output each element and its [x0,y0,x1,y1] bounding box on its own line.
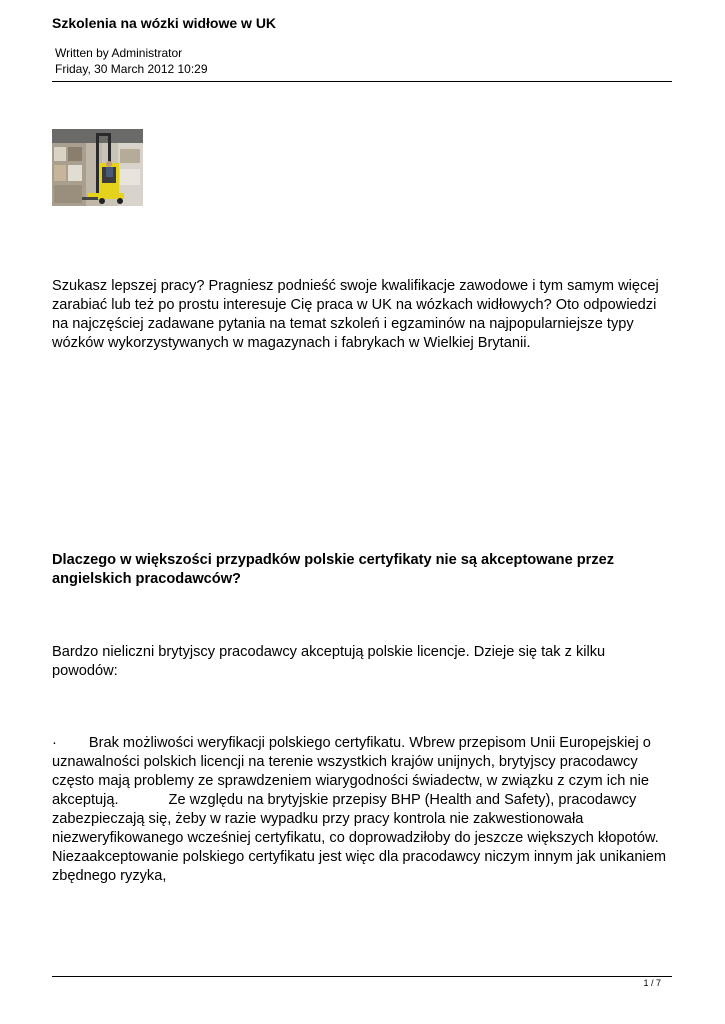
bullet-item [52,734,672,886]
header-divider [52,81,672,82]
intro-paragraph: Szukasz lepszej pracy? Pragniesz podnieść swoje kwalifikacje zawodowe i tym samym więcej zarabiać lub też po prostu interesuje Cię praca w UK na wózkach widłowych? Oto odpowiedzi na najczęściej zadawane pytania na temat szkoleń i egzaminów na najpopularniejsze typy wózków wykorzystywanych w magazynach i fabrykach w Wielkiej Brytanii. [52,278,659,351]
bullet-marker: · [52,735,57,751]
section-heading: Dlaczego w większości przypadków polskie certyfikaty nie są akceptowane przez angielskich pracodawców? [52,552,615,587]
bullet-text-1: Brak możliwości weryfikacji polskiego certyfikatu. Wbrew przepisom Unii Europejskiej o uznawalności polskich licencji na terenie wszystkich krajów unijnych, brytyjscy pracodawcy często mają problemy ze sprawdzeniem wiarygodności świadectw, w związku z czym ich nie akceptują. [52,735,651,808]
footer-divider [52,976,672,977]
bullet-text-2: Ze względu na brytyjskie przepisy BHP (Health and Safety), pracodawcy zabezpieczają się, żeby w razie wypadku przy pracy kontrola nie zakwestionowała niezweryfikowanego wcześniej certyfikatu, co doprowadziłoby do jeszcze większych kłopotów. Niezaakceptowanie polskiego certyfikatu jest więc dla pracodawcy niczym innym jak unikaniem zbędnego ryzyka, [52,792,667,884]
date-line: Friday, 30 March 2012 10:29 [55,62,208,76]
paragraph-reasons: Bardzo nieliczni brytyjscy pracodawcy akceptują polskie licencje. Dzieje się tak z kilku powodów: [52,644,606,679]
author-line: Written by Administrator [55,46,183,60]
page-number: 1 / 7 [643,978,661,988]
forklift-photo [52,129,143,206]
page-title: Szkolenia na wózki widłowe w UK [52,15,277,31]
